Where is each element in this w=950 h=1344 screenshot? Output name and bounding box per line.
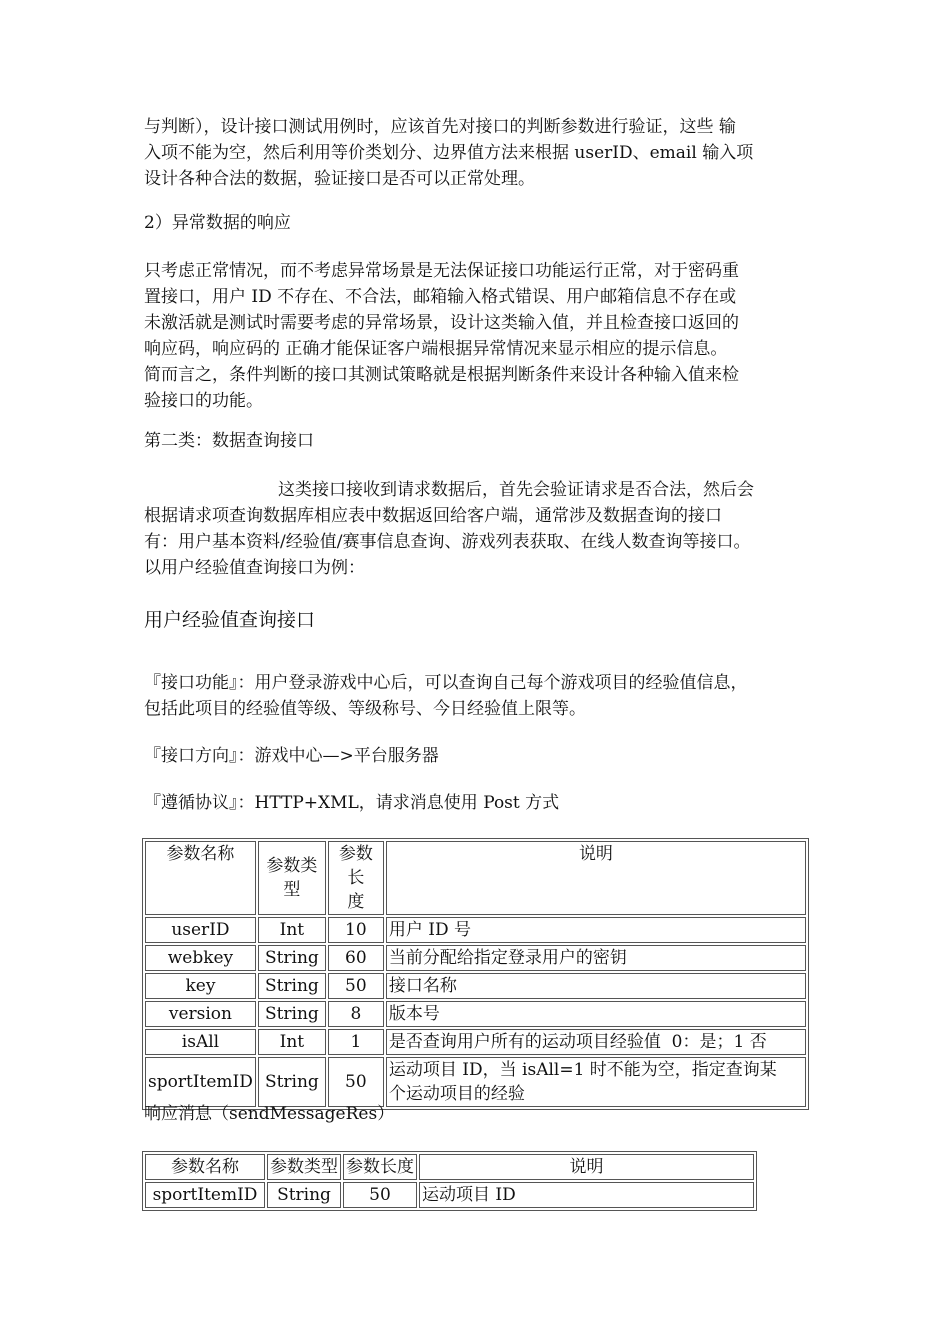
text-line: 简而言之，条件判断的接口其测试策略就是根据判断条件来设计各种输入值来检 (144, 365, 739, 385)
column-header-name: 参数名称 (145, 1154, 265, 1180)
text-line: 未激活就是测试时需要考虑的异常场景，设计这类输入值，并且检查接口返回的 (144, 313, 739, 333)
text-line: 包括此项目的经验值等级、等级称号、今日经验值上限等。 (144, 699, 586, 719)
cell-type: String (267, 1182, 341, 1208)
interface-direction: 『接口方向』：游戏中心—>平台服务器 (144, 746, 439, 766)
cell-name: isAll (145, 1029, 256, 1055)
response-params-table (142, 1151, 757, 1211)
category-title-data-query: 第二类：数据查询接口 (144, 431, 314, 451)
cell-type: Int (258, 1029, 326, 1055)
cell-description: 运动项目 ID，当 isAll=1 时不能为空，指定查询某 个运动项目的经验 (386, 1057, 806, 1107)
cell-length: 60 (328, 945, 384, 971)
api-title: 用户经验值查询接口 (144, 609, 316, 631)
cell-length: 10 (328, 917, 384, 943)
text-line: 『接口功能』：用户登录游戏中心后，可以查询自己每个游戏项目的经验值信息， (144, 673, 748, 693)
cell-name: sportItemID (145, 1057, 256, 1107)
cell-name: key (145, 973, 256, 999)
cell-length: 50 (328, 1057, 384, 1107)
table-row (145, 973, 806, 999)
cell-length: 50 (343, 1182, 417, 1208)
section-title-abnormal-data: 2）异常数据的响应 (144, 213, 291, 233)
text-line: 入项不能为空，然后利用等价类划分、边界值方法来根据 userID、email 输入项 (144, 143, 754, 163)
interface-function (144, 670, 809, 722)
table-row (145, 1029, 806, 1055)
request-params-table (142, 838, 809, 1110)
paragraph-data-query (144, 477, 809, 581)
cell-name: sportItemID (145, 1182, 265, 1208)
column-header-description: 说明 (386, 841, 806, 915)
table-row (145, 1001, 806, 1027)
cell-type: String (258, 973, 326, 999)
table-header-row (145, 1154, 754, 1180)
column-header-name: 参数名称 (145, 841, 256, 915)
text-line: 根据请求项查询数据库相应表中数据返回给客户端，通常涉及数据查询的接口 (144, 506, 722, 526)
text-line: 置接口，用户 ID 不存在、不合法，邮箱输入格式错误、用户邮箱信息不存在或 (144, 287, 737, 307)
cell-type: String (258, 1057, 326, 1107)
cell-description: 接口名称 (386, 973, 806, 999)
text-line: 以用户经验值查询接口为例： (144, 558, 365, 578)
cell-description: 版本号 (386, 1001, 806, 1027)
cell-type: String (258, 1001, 326, 1027)
table-row (145, 917, 806, 943)
table-row (145, 945, 806, 971)
cell-type: String (258, 945, 326, 971)
cell-name: userID (145, 917, 256, 943)
response-message-title: 响应消息（sendMessageRes） (144, 1104, 395, 1124)
column-header-description: 说明 (419, 1154, 754, 1180)
text-line: 与判断），设计接口测试用例时，应该首先对接口的判断参数进行验证，这些 输 (144, 117, 736, 137)
column-header-length: 参数长度 (343, 1154, 417, 1180)
cell-length: 1 (328, 1029, 384, 1055)
cell-name: webkey (145, 945, 256, 971)
cell-description: 运动项目 ID (419, 1182, 754, 1208)
interface-protocol: 『遵循协议』：HTTP+XML，请求消息使用 Post 方式 (144, 793, 560, 813)
cell-length: 50 (328, 973, 384, 999)
table-row (145, 1057, 806, 1107)
text-line: 验接口的功能。 (144, 391, 263, 411)
cell-name: version (145, 1001, 256, 1027)
text-line: 只考虑正常情况，而不考虑异常场景是无法保证接口功能运行正常，对于密码重 (144, 261, 739, 281)
column-header-type: 参数类 型 (258, 841, 326, 915)
cell-type: Int (258, 917, 326, 943)
table-header-row (145, 841, 806, 915)
column-header-type: 参数类型 (267, 1154, 341, 1180)
table-row (145, 1182, 754, 1208)
text-line: 这类接口接收到请求数据后，首先会验证请求是否合法，然后会 (278, 480, 754, 500)
cell-length: 8 (328, 1001, 384, 1027)
cell-description: 用户 ID 号 (386, 917, 806, 943)
paragraph-interface-judgement (144, 114, 809, 192)
cell-description: 当前分配给指定登录用户的密钥 (386, 945, 806, 971)
text-line: 设计各种合法的数据，验证接口是否可以正常处理。 (144, 169, 535, 189)
paragraph-abnormal-scenarios (144, 258, 809, 414)
text-line: 有：用户基本资料/经验值/赛事信息查询、游戏列表获取、在线人数查询等接口。 (144, 532, 751, 552)
column-header-length: 参数长 度 (328, 841, 384, 915)
text-line: 响应码，响应码的 正确才能保证客户端根据异常情况来显示相应的提示信息。 (144, 339, 728, 359)
cell-description: 是否查询用户所有的运动项目经验值 0：是；1 否 (386, 1029, 806, 1055)
